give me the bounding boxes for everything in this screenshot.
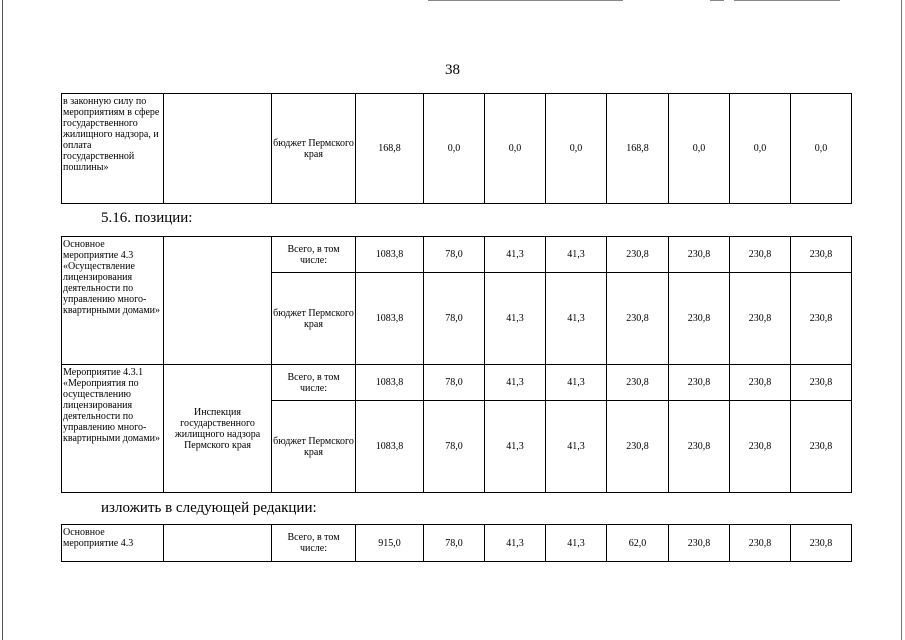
value-cell: 230,8 [791,401,852,493]
measure-name-cell: Основное мероприятие 4.3 [62,525,164,562]
measure-name-cell: Мероприятие 4.3.1 «Мероприятия по осуществлению лицензирования деятельности по управлению много-квартирными домами» [62,365,164,493]
value-cell: 41,3 [485,401,546,493]
funding-source-cell: Всего, в том числе: [272,365,356,401]
value-cell: 41,3 [546,237,607,273]
value-cell: 230,8 [669,525,730,562]
value-cell: 0,0 [791,94,852,204]
measure-name-cell: Основное мероприятие 4.3 «Осуществление лицензирования деятельности по управлению много-квартирными домами» [62,237,164,365]
value-cell: 0,0 [485,94,546,204]
table-row [62,94,852,204]
value-cell: 1083,8 [356,273,424,365]
value-cell: 41,3 [485,237,546,273]
value-cell: 230,8 [669,273,730,365]
top-rule-right [734,0,840,1]
top-rule-left [428,0,623,1]
value-cell: 230,8 [669,401,730,493]
value-cell: 1083,8 [356,401,424,493]
value-cell: 915,0 [356,525,424,562]
table-continuation [61,93,852,204]
value-cell: 78,0 [424,237,485,273]
value-cell: 41,3 [546,401,607,493]
executor-cell [164,94,272,204]
funding-source-cell: Всего, в том числе: [272,237,356,273]
value-cell: 41,3 [485,525,546,562]
page-number: 38 [445,62,460,78]
value-cell: 78,0 [424,273,485,365]
top-rule-mid [710,0,724,1]
value-cell: 230,8 [791,237,852,273]
value-cell: 230,8 [730,525,791,562]
value-cell: 230,8 [791,525,852,562]
value-cell: 230,8 [607,273,669,365]
value-cell: 78,0 [424,401,485,493]
value-cell: 78,0 [424,525,485,562]
funding-source-cell: Всего, в том числе: [272,525,356,562]
table-positions [61,236,852,493]
value-cell: 230,8 [791,273,852,365]
value-cell: 41,3 [546,365,607,401]
value-cell: 0,0 [546,94,607,204]
funding-source-cell: бюджет Пермского края [272,94,356,204]
value-cell: 0,0 [669,94,730,204]
section-heading-positions: 5.16. позиции: [101,210,193,226]
value-cell: 41,3 [485,365,546,401]
value-cell: 1083,8 [356,365,424,401]
value-cell: 230,8 [730,237,791,273]
page-edge-left [2,0,3,640]
value-cell: 41,3 [546,273,607,365]
page-edge-right [901,0,902,640]
value-cell: 168,8 [607,94,669,204]
table-row [62,237,852,273]
executor-cell: Инспекция государственного жилищного надзора Пермского края [164,365,272,493]
executor-cell [164,237,272,365]
measure-name-cell: в законную силу по мероприятиям в сфере государственного жилищного надзора, и оплата государственной пошлины» [62,94,164,204]
value-cell: 0,0 [424,94,485,204]
value-cell: 230,8 [607,401,669,493]
section-heading-edition: изложить в следующей редакции: [101,500,317,516]
executor-cell [164,525,272,562]
value-cell: 230,8 [730,273,791,365]
value-cell: 230,8 [730,365,791,401]
value-cell: 78,0 [424,365,485,401]
value-cell: 230,8 [791,365,852,401]
value-cell: 168,8 [356,94,424,204]
value-cell: 230,8 [669,365,730,401]
value-cell: 1083,8 [356,237,424,273]
table-row [62,365,852,401]
funding-source-cell: бюджет Пермского края [272,273,356,365]
value-cell: 230,8 [669,237,730,273]
value-cell: 41,3 [546,525,607,562]
table-row [62,525,852,562]
funding-source-cell: бюджет Пермского края [272,401,356,493]
value-cell: 0,0 [730,94,791,204]
value-cell: 230,8 [730,401,791,493]
table-new-edition [61,524,852,562]
value-cell: 41,3 [485,273,546,365]
value-cell: 230,8 [607,237,669,273]
value-cell: 230,8 [607,365,669,401]
value-cell: 62,0 [607,525,669,562]
